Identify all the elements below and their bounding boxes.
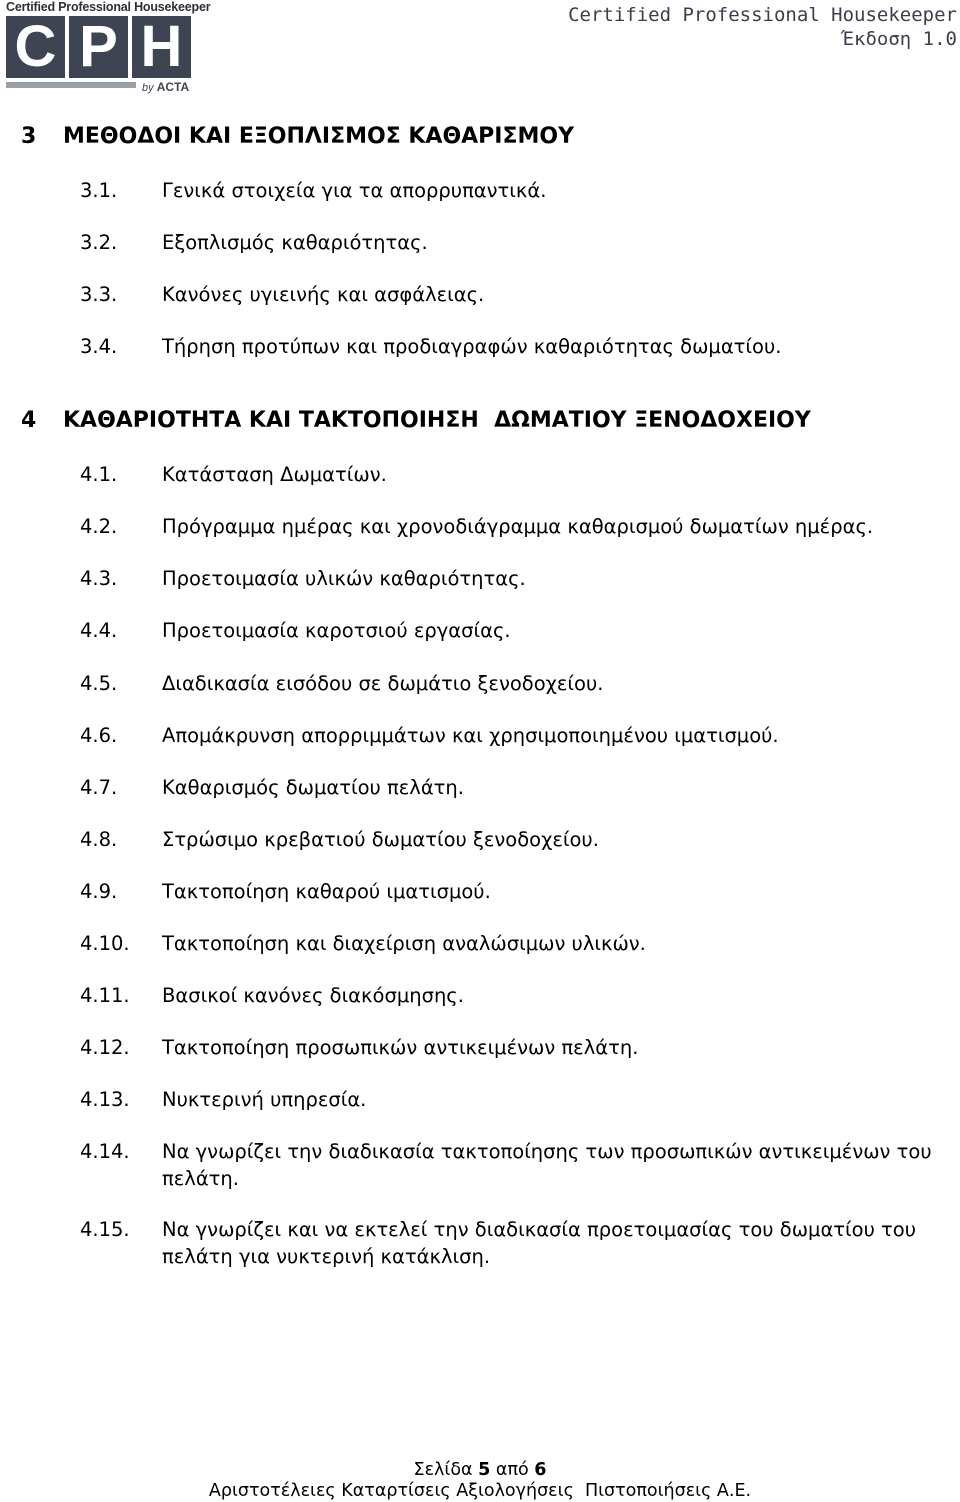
logo-letter-c: C: [6, 16, 65, 78]
item-number: 3.2.: [80, 231, 118, 254]
list-item: [80, 982, 958, 1009]
list-item: [80, 1138, 958, 1192]
list-item: [80, 930, 958, 957]
item-text: Καθαρισμός δωματίου πελάτη.: [162, 776, 464, 799]
list-item: [80, 826, 958, 853]
item-text: Κατάσταση Δωματίων.: [162, 463, 387, 486]
page-total: 6: [534, 1460, 547, 1480]
logo-letter-h: H: [132, 16, 191, 78]
item-text: Τακτοποίηση και διαχείριση αναλώσιμων υλικών.: [162, 932, 646, 955]
item-text: Πρόγραμμα ημέρας και χρονοδιάγραμμα καθαρισμού δωματίων ημέρας.: [162, 515, 874, 538]
section-title: ΚΑΘΑΡΙΟΤΗΤΑ ΚΑΙ ΤΑΚΤΟΠΟΙΗΣΗ ΔΩΜΑΤΙΟΥ ΞΕΝΟΔΟΧΕΙΟΥ: [63, 408, 811, 433]
item-text: Βασικοί κανόνες διακόσμησης.: [162, 984, 464, 1007]
document-version: Έκδοση 1.0: [842, 28, 957, 50]
list-item: [80, 774, 958, 801]
list-item: [80, 513, 958, 540]
section-number: 3: [21, 124, 37, 149]
page-prefix: Σελίδα: [413, 1460, 473, 1480]
item-number: 4.5.: [80, 672, 118, 695]
logo-by-acta: [142, 80, 189, 94]
list-item: [80, 617, 958, 644]
logo-by-text: by: [142, 82, 154, 94]
footer-company: Αριστοτέλειες Καταρτίσεις Αξιολογήσεις Πιστοποιήσεις Α.Ε.: [208, 1481, 752, 1501]
item-number: 4.6.: [80, 724, 118, 747]
item-number: 4.14.: [80, 1140, 130, 1163]
item-text: Κανόνες υγιεινής και ασφάλειας.: [162, 283, 485, 306]
section-heading-3: [21, 124, 574, 149]
item-text: Να γνωρίζει την διαδικασία τακτοποίησης των προσωπικών αντικειμένων του πελάτη.: [162, 1140, 932, 1190]
list-item: [80, 333, 958, 360]
document-title: Certified Professional Housekeeper: [568, 4, 957, 26]
item-text: Εξοπλισμός καθαριότητας.: [162, 231, 428, 254]
section-title: ΜΕΘΟΔΟΙ ΚΑΙ ΕΞΟΠΛΙΣΜΟΣ ΚΑΘΑΡΙΣΜΟΥ: [63, 124, 575, 149]
item-number: 4.2.: [80, 515, 118, 538]
item-number: 4.15.: [80, 1218, 130, 1241]
list-item: [80, 565, 958, 592]
list-item: [80, 1216, 958, 1270]
item-text: Στρώσιμο κρεβατιού δωματίου ξενοδοχείου.: [162, 828, 599, 851]
item-number: 4.9.: [80, 880, 118, 903]
list-item: [80, 878, 958, 905]
list-item: [80, 461, 958, 488]
item-number: 4.3.: [80, 567, 118, 590]
list-item: [80, 670, 958, 697]
list-item: [80, 1086, 958, 1113]
list-item: [80, 229, 958, 256]
item-text: Απομάκρυνση απορριμμάτων και χρησιμοποιημένου ιματισμού.: [162, 724, 779, 747]
list-item: [80, 722, 958, 749]
item-text: Να γνωρίζει και να εκτελεί την διαδικασία προετοιμασίας του δωματίου του πελάτη για νυκτερινή κατάκλιση.: [162, 1218, 917, 1268]
document-header-info: [568, 3, 957, 51]
item-text: Τήρηση προτύπων και προδιαγραφών καθαριότητας δωματίου.: [162, 335, 782, 358]
section-number: 4: [21, 408, 37, 433]
logo-caption: Certified Professional Housekeeper: [6, 0, 211, 14]
section-heading-4: [21, 408, 811, 433]
item-number: 3.3.: [80, 283, 118, 306]
item-text: Διαδικασία εισόδου σε δωμάτιο ξενοδοχείου.: [162, 672, 604, 695]
page-counter: [0, 1459, 960, 1481]
item-text: Προετοιμασία υλικών καθαριότητας.: [162, 567, 526, 590]
logo-underline-bar: [6, 82, 136, 88]
item-text: Γενικά στοιχεία για τα απορρυπαντικά.: [162, 179, 547, 202]
item-text: Τακτοποίηση καθαρού ιματισμού.: [162, 880, 491, 903]
item-number: 3.1.: [80, 179, 118, 202]
item-number: 4.13.: [80, 1088, 130, 1111]
list-item: [80, 177, 958, 204]
item-number: 4.4.: [80, 619, 118, 642]
item-number: 4.10.: [80, 932, 130, 955]
item-text: Τακτοποίηση προσωπικών αντικειμένων πελάτη.: [162, 1036, 639, 1059]
logo-brand-text: ACTA: [156, 80, 190, 94]
page-of: από: [495, 1460, 529, 1480]
item-number: 4.11.: [80, 984, 130, 1007]
item-number: 4.12.: [80, 1036, 130, 1059]
logo-letter-p: P: [69, 16, 128, 78]
item-number: 4.7.: [80, 776, 118, 799]
logo-letter-blocks: [6, 16, 191, 78]
list-item: [80, 1034, 958, 1061]
item-number: 4.8.: [80, 828, 118, 851]
item-text: Προετοιμασία καροτσιού εργασίας.: [162, 619, 511, 642]
page-current: 5: [478, 1460, 491, 1480]
item-number: 3.4.: [80, 335, 118, 358]
item-number: 4.1.: [80, 463, 118, 486]
cph-logo: [6, 0, 211, 96]
item-text: Νυκτερινή υπηρεσία.: [162, 1088, 367, 1111]
list-item: [80, 281, 958, 308]
